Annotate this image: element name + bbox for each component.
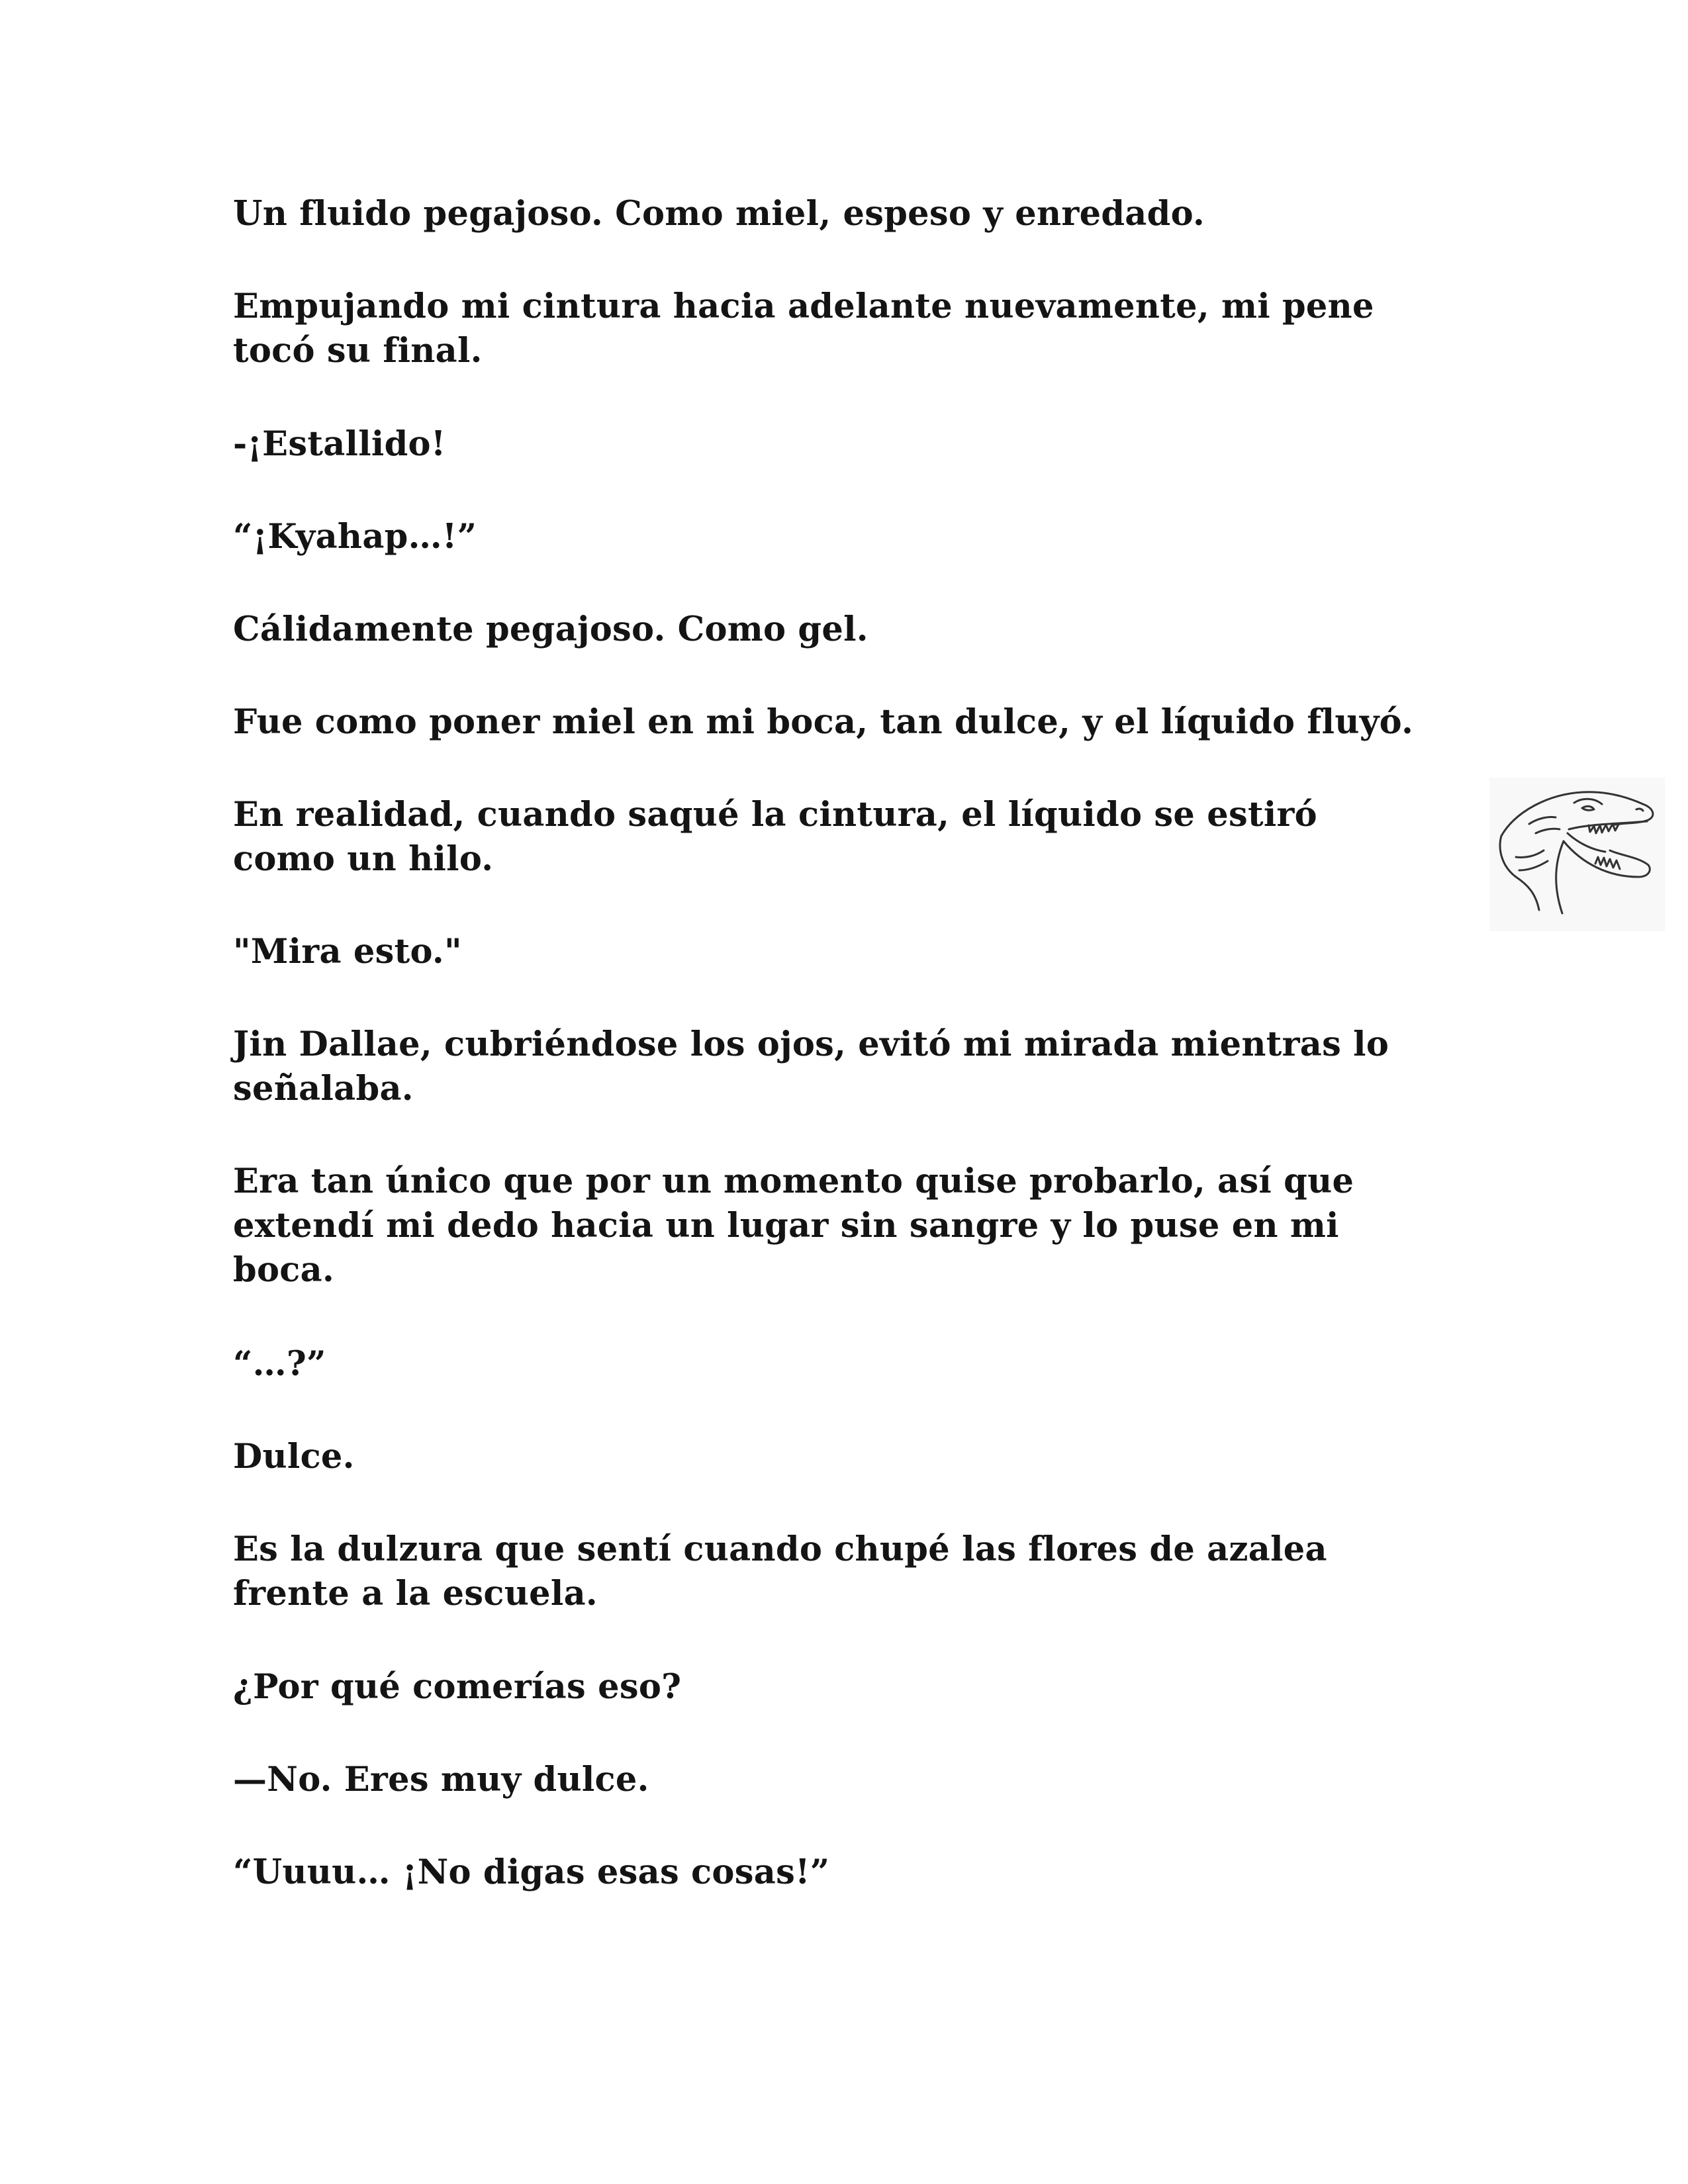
paragraph: "Mira esto." bbox=[233, 932, 462, 972]
paragraph: “…?” bbox=[233, 1344, 326, 1384]
paragraph: En realidad, cuando saqué la cintura, el líquido se estiró como un hilo. bbox=[233, 795, 1317, 879]
dinosaur-head-sketch-icon bbox=[1489, 778, 1665, 931]
paragraph: Jin Dallae, cubriéndose los ojos, evitó mi mirada mientras lo señalaba. bbox=[233, 1024, 1389, 1109]
paragraph: Era tan único que por un momento quise probarlo, así que extendí mi dedo hacia un lugar sin sangre y lo puse en mi boca. bbox=[233, 1161, 1354, 1290]
paragraph: “¡Kyahap…!” bbox=[233, 517, 477, 557]
paragraph: -¡Estallido! bbox=[233, 424, 446, 464]
paragraph: Dulce. bbox=[233, 1437, 355, 1477]
paragraph: Empujando mi cintura hacia adelante nuevamente, mi pene tocó su final. bbox=[233, 287, 1374, 371]
paragraph: ¿Por qué comerías eso? bbox=[233, 1667, 682, 1707]
paragraph: Fue como poner miel en mi boca, tan dulce, y el líquido fluyó. bbox=[233, 702, 1414, 742]
paragraph: —No. Eres muy dulce. bbox=[233, 1760, 649, 1799]
paragraph: Un fluido pegajoso. Como miel, espeso y enredado. bbox=[233, 194, 1205, 234]
paragraph: Es la dulzura que sentí cuando chupé las flores de azalea frente a la escuela. bbox=[233, 1529, 1327, 1614]
paragraph: “Uuuu… ¡No digas esas cosas!” bbox=[233, 1852, 830, 1892]
paragraph: Cálidamente pegajoso. Como gel. bbox=[233, 610, 868, 649]
